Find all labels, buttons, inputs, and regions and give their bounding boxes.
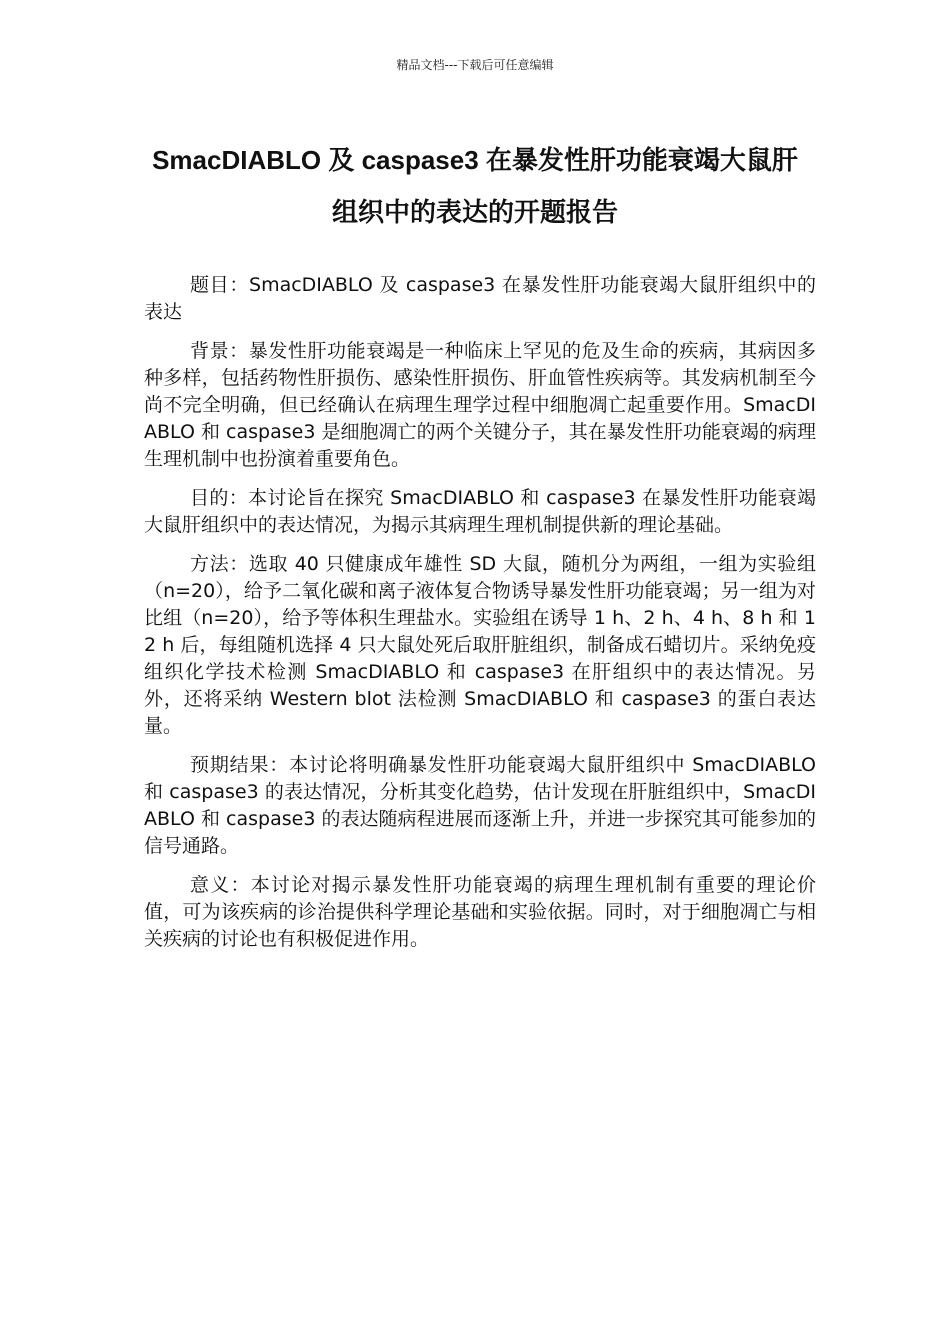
- paragraph-objective: 目的：本讨论旨在探究 SmacDIABLO 和 caspase3 在暴发性肝功能衰竭大鼠肝组织中的表达情况，为揭示其病理生理机制提供新的理论基础。: [144, 487, 816, 536]
- paragraph-background: 背景：暴发性肝功能衰竭是一种临床上罕见的危及生命的疾病，其病因多种多样，包括药物性肝损伤、感染性肝损伤、肝血管性疾病等。其发病机制至今尚不完全明确，但已经确认在病理生理学过程中细胞凋亡起重要作用。SmacDIABLO 和 caspase3 是细胞凋亡的两个关键分子，其在暴发性肝功能衰竭的病理生理机制中也扮演着重要角色。: [144, 340, 816, 470]
- document-title: SmacDIABLO 及 caspase3 在暴发性肝功能衰竭大鼠肝组织中的表达的开题报告: [152, 145, 798, 227]
- header-note: 精品文档---下载后可任意编辑: [396, 58, 554, 72]
- document-body: [144, 272, 816, 965]
- paragraph-expected-results: 预期结果：本讨论将明确暴发性肝功能衰竭大鼠肝组织中 SmacDIABLO 和 caspase3 的表达情况，分析其变化趋势，估计发现在肝脏组织中，SmacDIABLO 和 caspase3 的表达随病程进展而逐渐上升，并进一步探究其可能参加的信号通路。: [144, 754, 816, 857]
- paragraph-methods: 方法：选取 40 只健康成年雄性 SD 大鼠，随机分为两组，一组为实验组（n=20），给予二氧化碳和离子液体复合物诱导暴发性肝功能衰竭；另一组为对比组（n=20），给予等体积生理盐水。实验组在诱导 1 h、2 h、4 h、8 h 和 12 h 后，每组随机选择 4 只大鼠处死后取肝脏组织，制备成石蜡切片。采纳免疫组织化学技术检测 SmacDIABLO 和 caspase3 在肝组织中的表达情况。另外，还将采纳 Western blot 法检测 SmacDIABLO 和 caspase3 的蛋白表达量。: [144, 553, 816, 737]
- paragraph-topic: 题目：SmacDIABLO 及 caspase3 在暴发性肝功能衰竭大鼠肝组织中的表达: [144, 274, 816, 323]
- paragraph-significance: 意义：本讨论对揭示暴发性肝功能衰竭的病理生理机制有重要的理论价值，可为该疾病的诊治提供科学理论基础和实验依据。同时，对于细胞凋亡与相关疾病的讨论也有积极促进作用。: [144, 874, 816, 950]
